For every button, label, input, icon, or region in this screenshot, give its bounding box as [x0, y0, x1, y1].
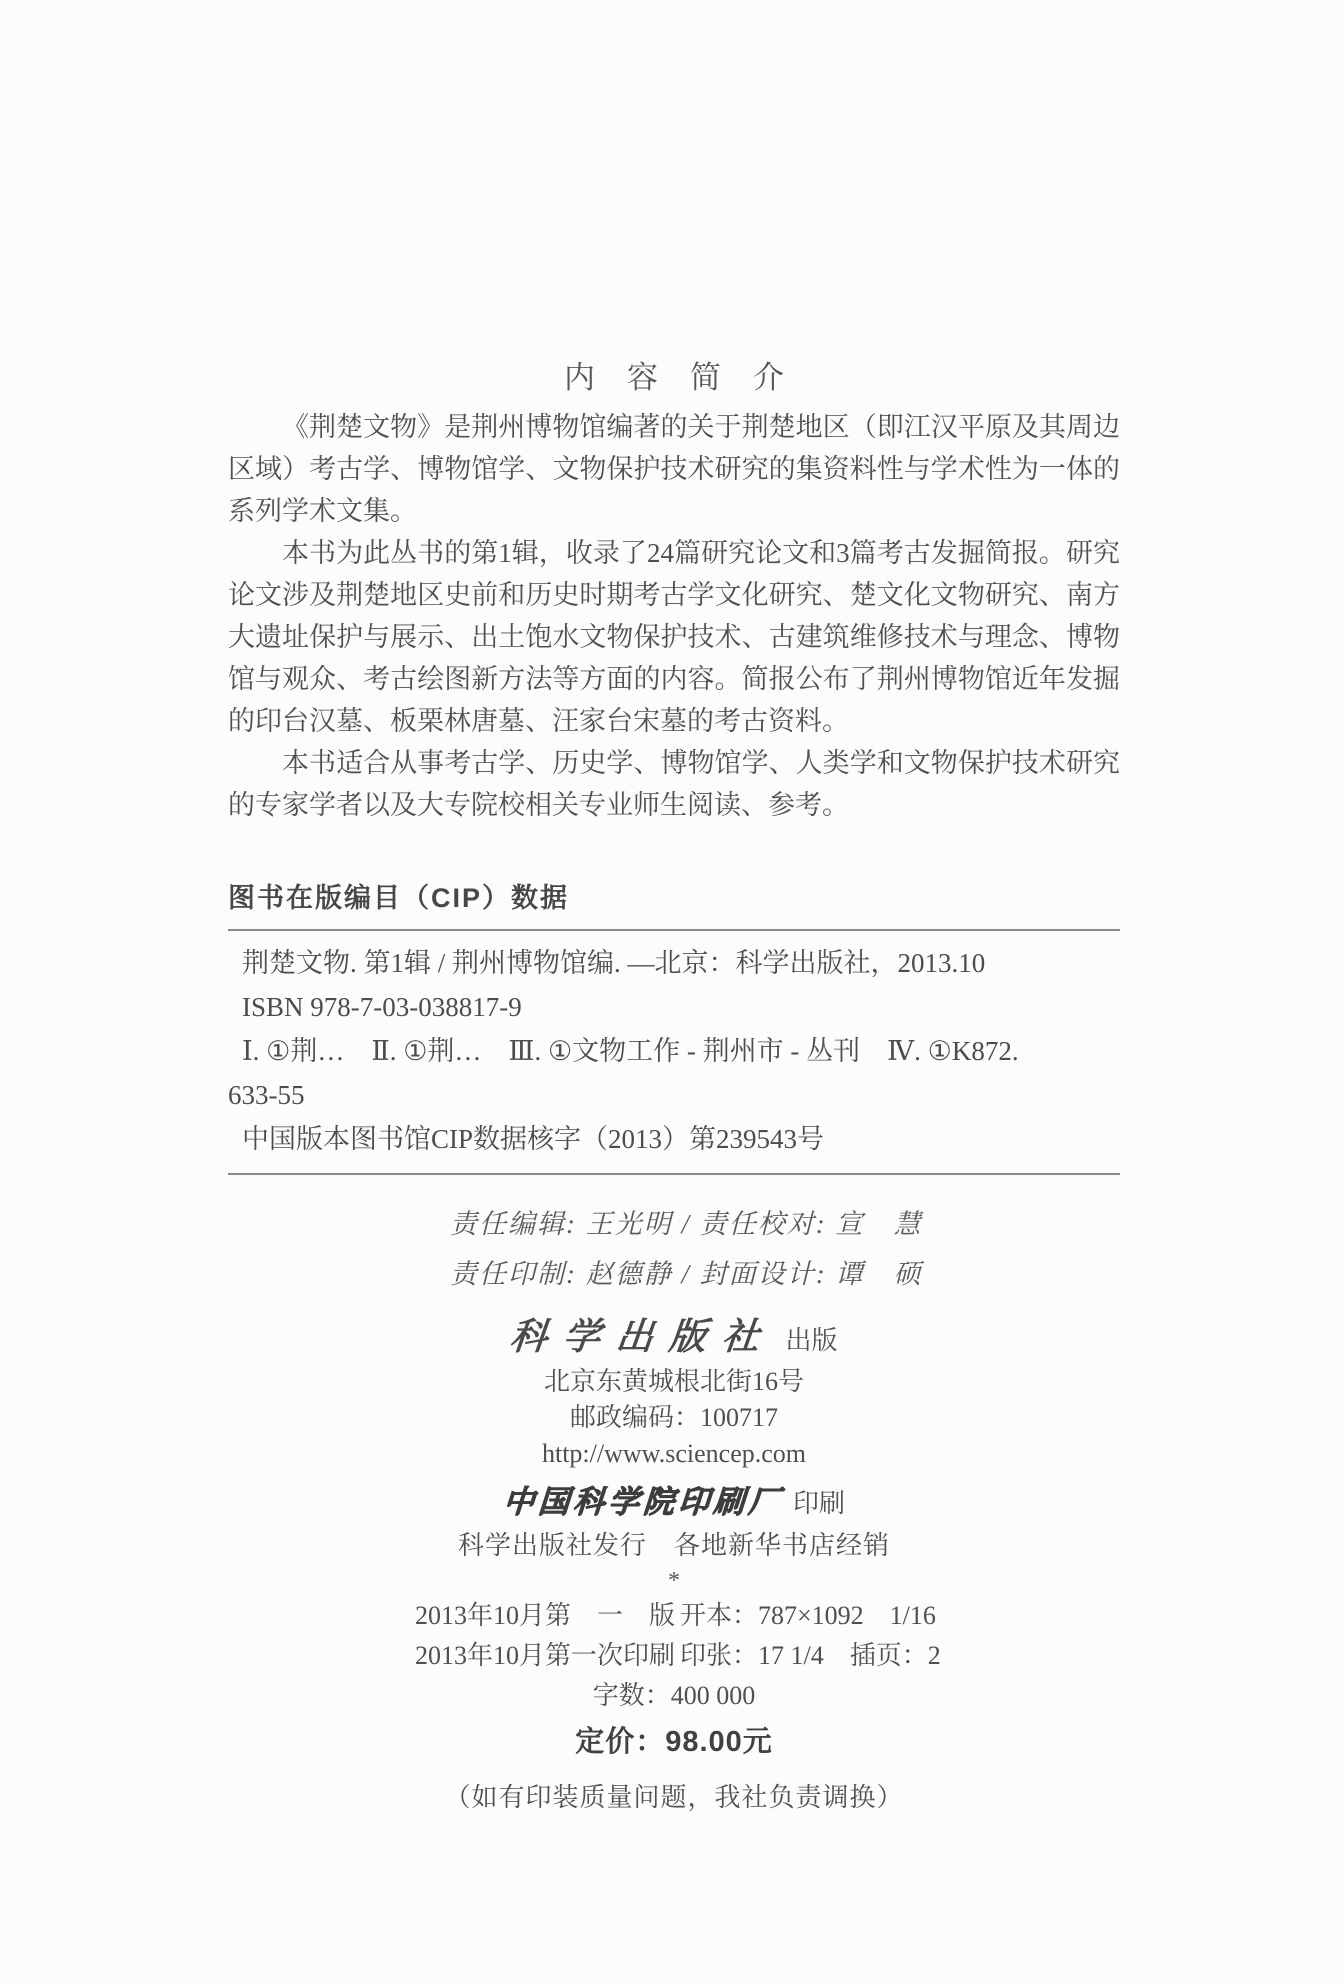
press-logo-line	[228, 1315, 1120, 1364]
printing-row	[228, 1636, 1120, 1676]
bibliography-line: 荆楚文物. 第1辑 / 荆州博物馆编. —北京：科学出版社，2013.10	[242, 948, 986, 978]
website-line: http://www.sciencep.com	[541, 1439, 807, 1468]
classification-line: Ⅰ. ①荆… Ⅱ. ①荆… Ⅲ. ①文物工作 - 荆州市 - 丛刊 Ⅳ. ①K872.	[242, 1036, 1019, 1066]
address-line: 北京东黄城根北街16号	[543, 1367, 804, 1396]
section-title: 内容简介	[564, 360, 816, 395]
intro-paragraph: 本书适合从事考古学、历史学、博物馆学、人类学和文物保护技术研究的专家学者以及大专院校相关专业师生阅读、参考。	[228, 748, 1120, 820]
credits-block	[450, 1199, 1120, 1299]
format-spec: 开本：787×1092 1/16	[680, 1601, 936, 1630]
edition-row	[228, 1596, 1120, 1636]
intro-paragraph: 《荆楚文物》是荆州博物馆编著的关于荆楚地区（即江汉平原及其周边区域）考古学、博物馆学、文物保护技术研究的集资料性与学术性为一体的系列学术文集。	[228, 412, 1120, 526]
postal-code-line: 邮政编码：100717	[569, 1403, 778, 1432]
cip-heading: 图书在版编目（CIP）数据	[228, 883, 570, 913]
page-content	[228, 0, 1120, 1984]
cip-record-line: 中国版本图书馆CIP数据核字（2013）第239543号	[242, 1124, 825, 1154]
price-line: 定价：98.00元	[575, 1726, 773, 1758]
publish-label: 出版	[785, 1326, 838, 1355]
edition-date: 2013年10月第 一 版	[415, 1601, 676, 1630]
distribution-line: 科学出版社发行 各地新华书店经销	[457, 1531, 890, 1560]
isbn-line: ISBN 978-7-03-038817-9	[242, 992, 522, 1022]
intro-section	[228, 406, 1120, 826]
press-name-calligraphy: 科学出版社	[508, 1317, 778, 1358]
print-label: 印刷	[792, 1489, 845, 1518]
word-count-line: 字数：400 000	[592, 1681, 756, 1710]
classification-continuation: 633-55	[228, 1080, 305, 1110]
credits-line-editor: 责任编辑: 王光明 / 责任校对: 宣 慧	[450, 1209, 923, 1239]
cip-data-block	[228, 941, 1120, 1161]
star-divider: *	[668, 1568, 680, 1594]
publisher-block	[228, 1315, 1120, 1818]
printer-logo-line	[228, 1480, 1120, 1526]
printer-name-calligraphy: 中国科学院印刷厂	[501, 1484, 785, 1519]
printing-date: 2013年10月第一次印刷	[415, 1641, 676, 1670]
intro-paragraph: 本书为此丛书的第1辑，收录了24篇研究论文和3篇考古发掘简报。研究论文涉及荆楚地区史前和历史时期考古学文化研究、楚文化文物研究、南方大遗址保护与展示、出土饱水文物保护技术、古建筑维修技术与理念、博物馆与观众、考古绘图新方法等方面的内容。简报公布了荆州博物馆近年发掘的印台汉墓、板栗林唐墓、汪家台宋墓的考古资料。	[228, 538, 1120, 736]
exchange-note: （如有印装质量问题，我社负责调换）	[444, 1783, 904, 1812]
divider-line-top	[228, 929, 1120, 931]
sheets-spec: 印张：17 1/4 插页：2	[680, 1641, 941, 1670]
divider-line-bottom	[228, 1173, 1120, 1175]
credits-line-printing: 责任印制: 赵德静 / 封面设计: 谭 硕	[450, 1259, 923, 1289]
